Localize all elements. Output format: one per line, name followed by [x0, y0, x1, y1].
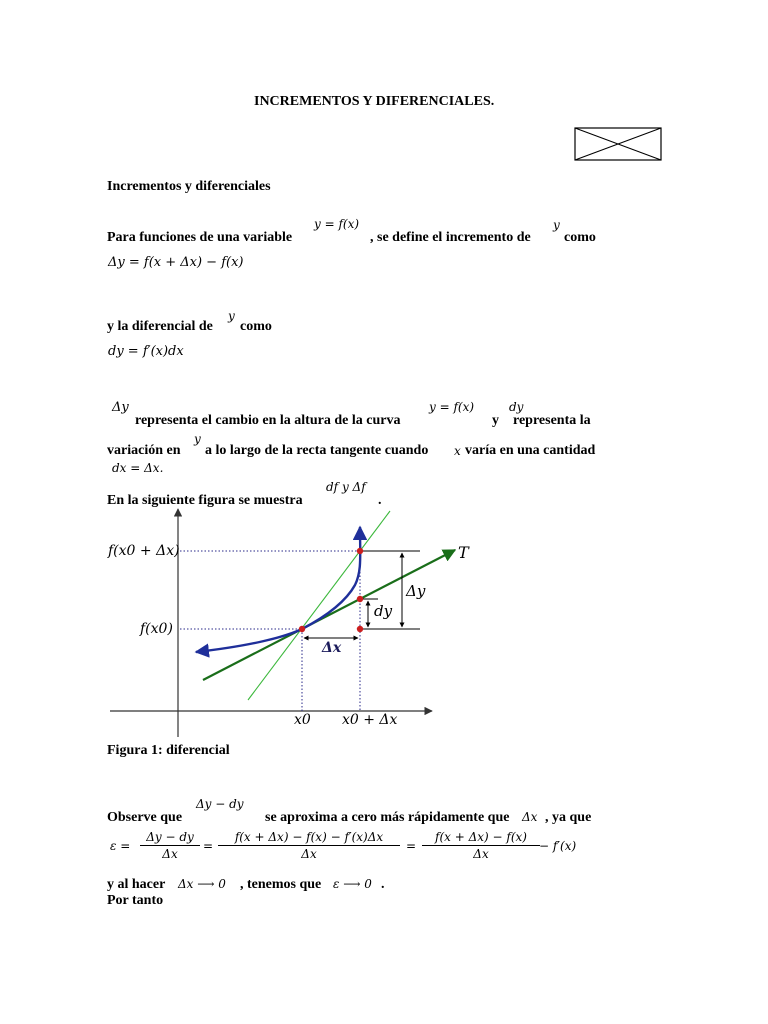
figure-caption: Figura 1: diferencial — [107, 743, 230, 758]
p2-text-a: y la diferencial de — [107, 319, 213, 334]
section-heading: Incrementos y diferenciales — [107, 179, 271, 194]
p6-text-a: y al hacer — [107, 877, 166, 892]
label-Dy: Δy — [406, 582, 426, 600]
p4-text-b: . — [378, 493, 382, 508]
p5-text-b: se aproxima a cero más rápidamente que — [265, 810, 510, 825]
eq-tail: − f′(x) — [539, 839, 577, 853]
p5-formula-dx: Δx — [522, 810, 538, 824]
p4-formula: df y Δf — [326, 480, 366, 494]
page-title: INCREMENTOS Y DIFERENCIALES. — [254, 94, 495, 109]
eq-equals-2: = — [406, 839, 417, 853]
p6-text-b: , tenemos que — [240, 877, 322, 892]
p3-text-e: a lo largo de la recta tangente cuando — [205, 443, 429, 458]
p3-formula-x: x — [454, 444, 461, 458]
p3-formula-delta-y: Δy — [112, 400, 129, 415]
p2-equation: dy = f′(x)dx — [108, 344, 184, 359]
point-bottom — [357, 626, 363, 632]
p3-formula-dy: dy — [509, 400, 524, 414]
p3-equation: dx = Δx. — [112, 461, 164, 475]
p7-text: Por tanto — [107, 893, 164, 908]
p6-text-c: . — [381, 877, 385, 892]
p1-formula-y: y — [553, 218, 560, 232]
image-placeholder — [574, 127, 662, 161]
eq-frac-1-num: Δy − dy — [146, 830, 194, 844]
eq-frac-1-den: Δx — [162, 847, 178, 861]
p6-formula-eps: ε ⟶ 0 — [333, 877, 372, 891]
eq-epsilon: ε = — [110, 839, 131, 853]
p5-formula: Δy − dy — [196, 797, 244, 811]
eq-frac-1 — [140, 830, 200, 861]
p5-text-a: Observe que — [107, 810, 183, 825]
label-x0dx: x0 + Δx — [342, 712, 398, 728]
p3-formula-y-fx: y = f(x) — [429, 400, 475, 414]
p3-text-f: varía en una cantidad — [465, 443, 596, 458]
p1-text-b: , se define el incremento de — [370, 230, 531, 245]
p1-formula-y-fx: y = f(x) — [314, 217, 360, 231]
eq-frac-2-den: Δx — [301, 847, 317, 861]
p1-text-a: Para funciones de una variable — [107, 230, 293, 245]
label-T: T — [458, 543, 469, 562]
point-tangent — [357, 596, 363, 602]
p1-equation: Δy = f(x + Δx) − f(x) — [108, 255, 244, 270]
p3-formula-y2: y — [194, 432, 201, 446]
label-fx0: f(x0) — [140, 621, 173, 637]
point-curve-top — [357, 548, 363, 554]
eq-frac-3-num: f(x + Δx) − f(x) — [435, 830, 527, 844]
p3-text-b: y — [492, 413, 499, 428]
p2-text-b: como — [240, 319, 272, 334]
label-x0: x0 — [294, 712, 311, 728]
eq-equals-1: = — [203, 839, 214, 853]
label-fx0dx: f(x0 + Δx) — [108, 543, 180, 559]
p2-formula-y: y — [228, 309, 235, 323]
secant-line — [248, 511, 390, 700]
label-Dx: Δx — [322, 640, 342, 656]
p4-text-a: En la siguiente figura se muestra — [107, 493, 303, 508]
p6-formula-dx: Δx ⟶ 0 — [178, 877, 226, 891]
point-x0 — [299, 626, 305, 632]
tangent-line — [203, 550, 455, 680]
eq-frac-2 — [218, 830, 400, 861]
differential-figure — [100, 505, 480, 745]
eq-frac-3-den: Δx — [473, 847, 489, 861]
p1-text-c: como — [564, 230, 596, 245]
p3-text-d: variación en — [107, 443, 181, 458]
label-dy: dy — [374, 602, 393, 620]
function-curve — [196, 527, 360, 652]
p3-text-c: representa la — [513, 413, 591, 428]
eq-frac-2-num: f(x + Δx) − f(x) − f′(x)Δx — [234, 830, 384, 844]
eq-frac-3 — [422, 830, 540, 861]
p3-text-a: representa el cambio en la altura de la curva — [135, 413, 401, 428]
p5-text-c: , ya que — [545, 810, 592, 825]
